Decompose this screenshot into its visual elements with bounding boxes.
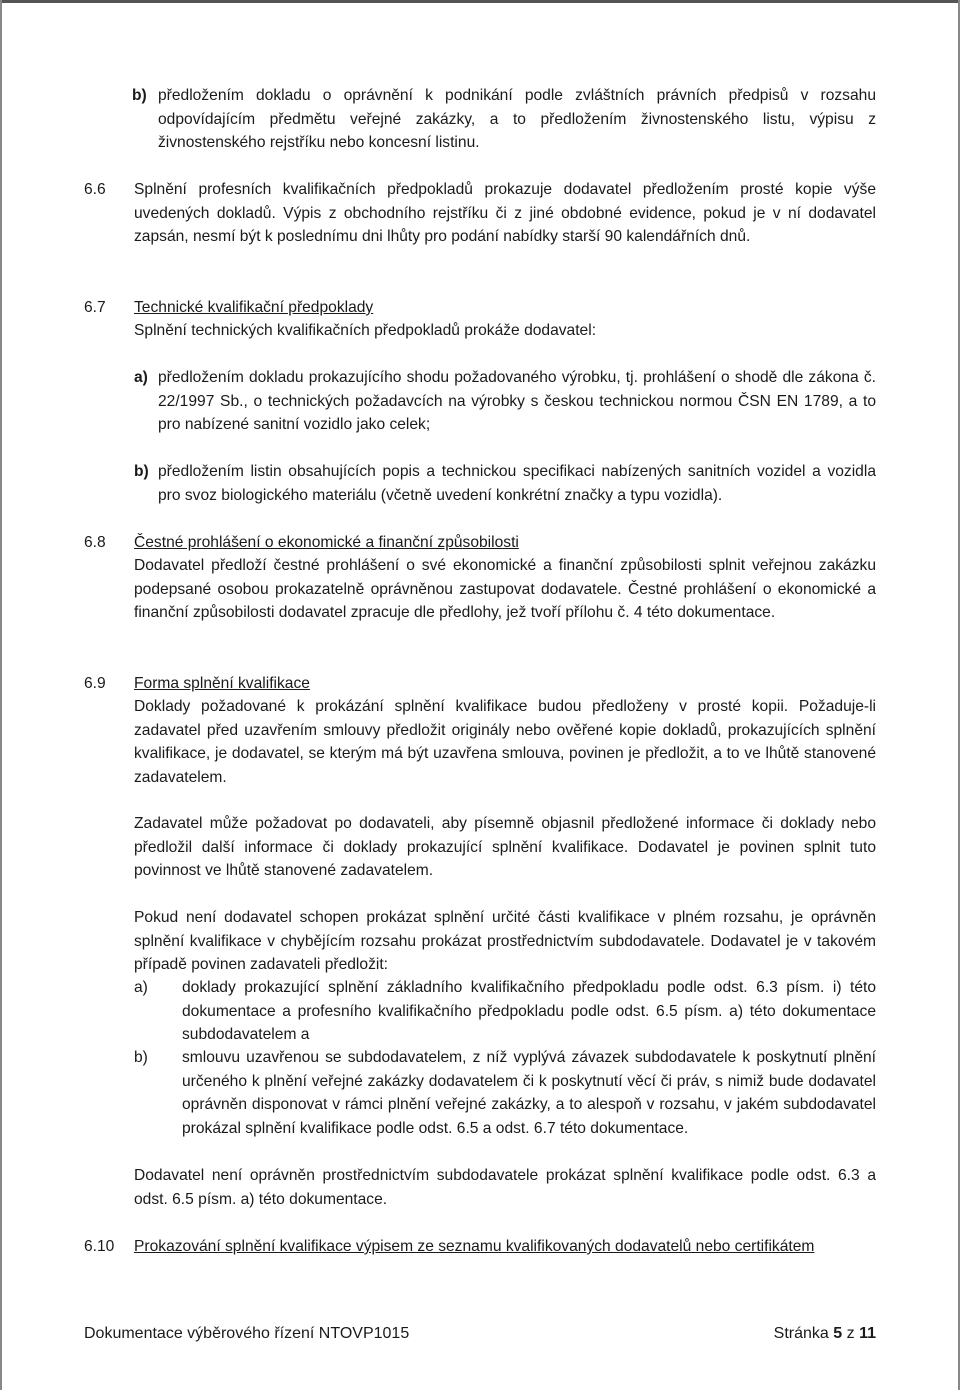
section-number-6-8: 6.8 xyxy=(84,534,106,551)
section-6-7-intro: Splnění technických kvalifikačních předpokladů prokáže dodavatel: xyxy=(134,322,597,339)
page-prefix: Stránka xyxy=(773,1325,829,1342)
section-number-6-10: 6.10 xyxy=(84,1238,115,1255)
list-label-b: b) xyxy=(132,87,147,104)
section-6-8-text: Dodavatel předloží čestné prohlášení o své ekonomické a finanční způsobilosti splnit veřejnou zakázku podepsané osobou prokazatelně oprávněnou zastupovat dodavatele. Čestné prohlášení o ekonomické a finanční způsobilosti dodavatel zpracuje dle předlohy, jež tvoří přílohu č. 4 této dokumentace. xyxy=(134,557,876,621)
section-6-10-title: Prokazování splnění kvalifikace výpisem ze seznamu kvalifikovaných dodavatelů nebo certifikátem xyxy=(134,1238,815,1255)
section-6-9-p3: Pokud není dodavatel schopen prokázat splnění určité části kvalifikace v plném rozsahu, je oprávněn splnění kvalifikace v chybějícím rozsahu prokázat prostřednictvím subdodavatele. Dodavatel je v takovém případě povinen zadavateli předložit: xyxy=(134,909,876,973)
footer-page-number xyxy=(774,1324,876,1344)
section-number-6-7: 6.7 xyxy=(84,299,106,316)
b-item-text: předložením dokladu o oprávnění k podnikání podle zvláštních právních předpisů v rozsahu odpovídajícím předmětu veřejné zakázky, a to předložením živnostenského listu, výpisu z živnostenského rejstříku nebo koncesní listinu. xyxy=(158,87,876,151)
section-6-6-text: Splnění profesních kvalifikačních předpokladů prokazuje dodavatel předložením prosté kopie výše uvedených dokladů. Výpis z obchodního rejstříku či z jiné obdobné evidence, pokud je v ní dodavatel zapsán, nesmí být k poslednímu dni lhůty pro podání nabídky starší 90 kalendářních dnů. xyxy=(134,181,876,245)
section-number-6-9: 6.9 xyxy=(84,675,106,692)
section-6-9-a-text: doklady prokazující splnění základního kvalifikačního předpokladu podle odst. 6.3 písm. i) této dokumentace a profesního kvalifikačního předpokladu podle odst. 6.5 písm. a) této dokumentace subdodavatelem a xyxy=(182,979,876,1043)
page-border-top xyxy=(0,0,960,3)
section-6-9-title: Forma splnění kvalifikace xyxy=(134,675,310,692)
section-6-9-p1: Doklady požadované k prokázání splnění kvalifikace budou předloženy v prosté kopii. Požaduje-li zadavatel před uzavřením smlouvy předložit originály nebo ověřené kopie dokladů, prokazujících splnění kvalifikace, je dodavatel, se kterým má být uzavřena smlouva, povinen je předložit, a to ve lhůtě stanovené zadavatelem. xyxy=(134,698,876,786)
section-6-7-b-text: předložením listin obsahujících popis a technickou specifikaci nabízených sanitních vozidel a vozidla pro svoz biologického materiálu (včetně uvedení konkrétní značky a typu vozidla). xyxy=(158,463,876,504)
page-separator: z xyxy=(846,1325,855,1342)
page-current: 5 xyxy=(833,1325,843,1342)
section-6-9-p2: Zadavatel může požadovat po dodavateli, aby písemně objasnil předložené informace či doklady nebo předložil další informace či doklady prokazující splnění kvalifikace. Dodavatel je povinen splnit tuto povinnost ve lhůtě stanovené zadavatelem. xyxy=(134,815,876,879)
page-border-left xyxy=(0,0,2,1390)
list-label-a: a) xyxy=(134,369,148,386)
list-label-b: b) xyxy=(134,1049,148,1066)
page-total: 11 xyxy=(859,1325,876,1342)
list-label-b: b) xyxy=(134,463,149,480)
section-6-7-a-text: předložením dokladu prokazujícího shodu požadovaného výrobku, tj. prohlášení o shodě dle zákona č. 22/1997 Sb., o technických požadavcích na výrobky s českou technickou normou ČSN EN 1789, a to pro nabízené sanitní vozidlo jako celek; xyxy=(158,369,876,433)
section-number-6-6: 6.6 xyxy=(84,181,106,198)
footer-document-title: Dokumentace výběrového řízení NTOVP1015 xyxy=(84,1325,410,1342)
section-6-8-title: Čestné prohlášení o ekonomické a finanční způsobilosti xyxy=(134,534,519,551)
list-label-a: a) xyxy=(134,979,148,996)
section-6-9-p4: Dodavatel není oprávněn prostřednictvím subdodavatele prokázat splnění kvalifikace podle odst. 6.3 a odst. 6.5 písm. a) této dokumentace. xyxy=(134,1167,876,1208)
section-6-9-b-text: smlouvu uzavřenou se subdodavatelem, z níž vyplývá závazek subdodavatele k poskytnutí plnění určeného k plnění veřejné zakázky dodavatelem či k poskytnutí věcí či práv, s nimiž bude dodavatel oprávněn disponovat v rámci plnění veřejné zakázky, a to alespoň v rozsahu, v jakém subdodavatel prokázal splnění kvalifikace podle odst. 6.5 a odst. 6.7 této dokumentace. xyxy=(182,1049,876,1137)
section-6-7-title: Technické kvalifikační předpoklady xyxy=(134,299,374,316)
